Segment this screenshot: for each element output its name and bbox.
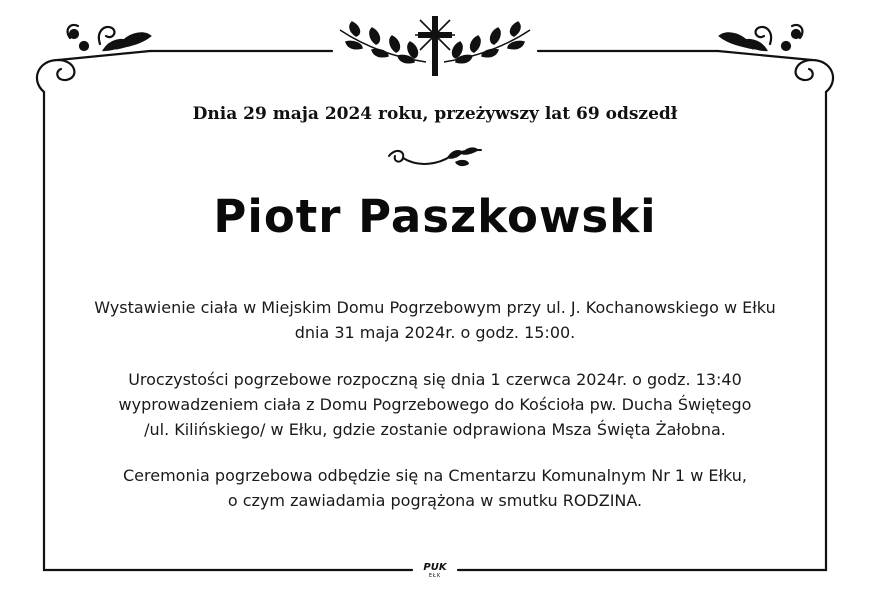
floral-scroll-icon-right — [718, 25, 833, 92]
puk-logo — [415, 563, 455, 579]
cross-with-laurel-icon — [340, 16, 530, 76]
logo-line1: PUK — [423, 562, 447, 573]
vine-divider-icon — [385, 142, 485, 172]
burial-paragraph — [40, 463, 830, 513]
text-line: /ul. Kilińskiego/ w Ełku, gdzie zostanie odprawiona Msza Święta Żałobna. — [144, 420, 726, 439]
viewing-paragraph — [40, 295, 830, 345]
death-announcement-intro: Dnia 29 maja 2024 roku, przeżywszy lat 69 odszedł — [192, 104, 678, 124]
ceremony-paragraph — [40, 367, 830, 442]
text-line: Uroczystości pogrzebowe rozpoczną się dnia 1 czerwca 2024r. o godz. 13:40 — [128, 370, 742, 389]
deceased-name: Piotr Paszkowski — [213, 190, 657, 243]
text-line: wyprowadzeniem ciała z Domu Pogrzebowego do Kościoła pw. Ducha Świętego — [118, 395, 752, 414]
text-line: dnia 31 maja 2024r. o godz. 15:00. — [294, 323, 576, 342]
logo-line2: EŁK — [428, 573, 442, 579]
text-line: Ceremonia pogrzebowa odbędzie się na Cmentarzu Komunalnym Nr 1 w Ełku, — [122, 466, 748, 485]
text-line: o czym zawiadamia pogrążona w smutku RODZINA. — [227, 491, 643, 510]
floral-scroll-icon — [37, 25, 150, 92]
text-line: Wystawienie ciała w Miejskim Domu Pogrzebowym przy ul. J. Kochanowskiego w Ełku — [94, 298, 776, 317]
